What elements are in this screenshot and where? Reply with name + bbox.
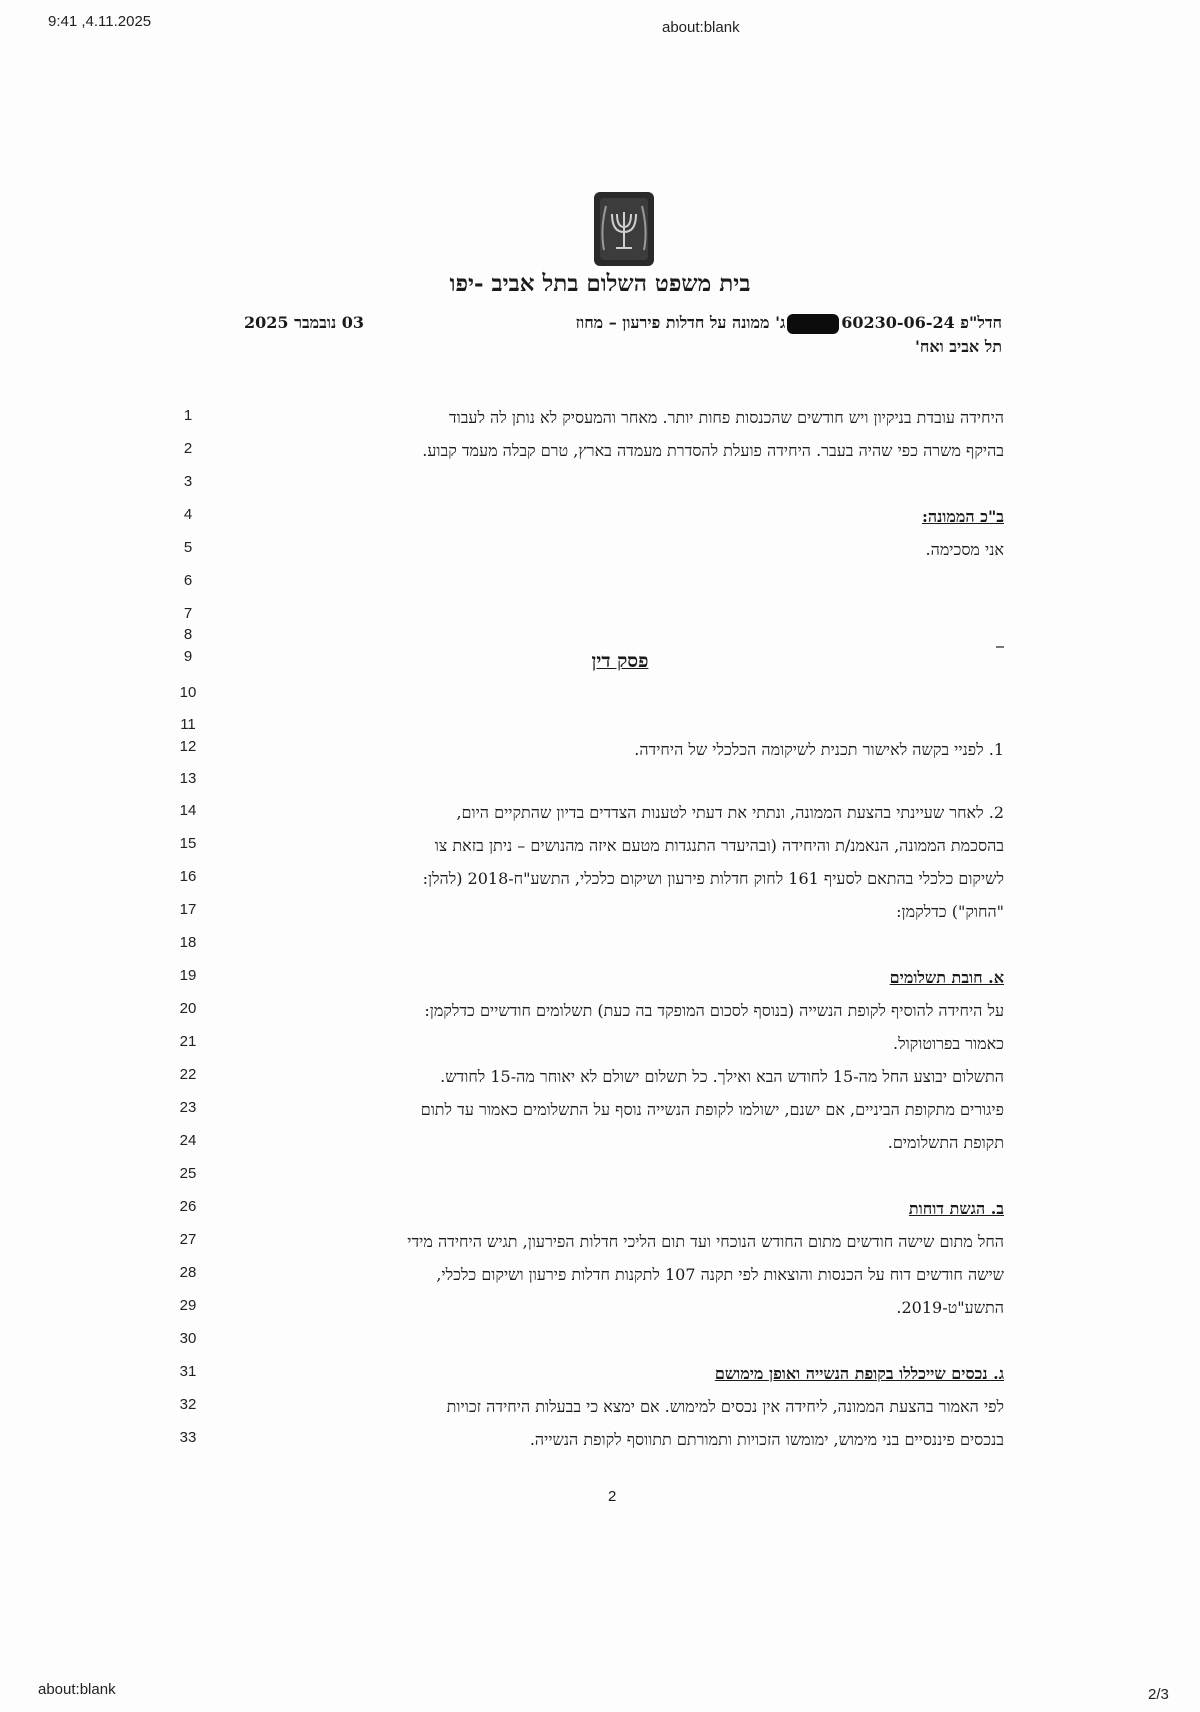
- line-number: 32: [179, 1396, 197, 1413]
- line-number: 24: [179, 1132, 197, 1149]
- line-number: 17: [179, 901, 197, 918]
- line-number: 20: [179, 1000, 197, 1017]
- line-number: 28: [179, 1264, 197, 1281]
- section-text: תקופת התשלומים.: [887, 1133, 1004, 1152]
- line-number: 23: [179, 1099, 197, 1116]
- verdict-heading: פסק דין: [591, 650, 649, 672]
- section-heading: ג. נכסים שייכללו בקופת הנשייה ואופן מימושם: [714, 1364, 1004, 1383]
- stray-mark: [996, 646, 1004, 648]
- line-number: 15: [179, 835, 197, 852]
- print-url-bottom: about:blank: [38, 1681, 116, 1698]
- line-number: 12: [179, 738, 197, 755]
- section-heading: ב. הגשת דוחות: [908, 1199, 1004, 1218]
- line-number: 13: [179, 770, 197, 787]
- case-parties-line2: תל אביב ואח': [914, 337, 1002, 356]
- section-text: בנכסים פיננסיים בני מימוש, ימומשו הזכויות ותמורתם תתווסף לקופת הנשייה.: [529, 1430, 1004, 1449]
- line-number: 26: [179, 1198, 197, 1215]
- case-parties: ג' ממונה על חדלות פירעון – מחוז: [575, 313, 786, 332]
- section-text: התשע"ט-2019.: [896, 1298, 1004, 1317]
- line-number: 31: [179, 1363, 197, 1380]
- section-text: החל מתום שישה חודשים מתום החודש הנוכחי ועד תום הליכי חדלות הפירעון, תגיש היחידה מידי: [407, 1232, 1004, 1251]
- line-number: 27: [179, 1231, 197, 1248]
- line-number: 16: [179, 868, 197, 885]
- line-number: 6: [183, 572, 193, 589]
- page-number: 2: [608, 1488, 617, 1505]
- court-title: בית משפט השלום בתל אביב -יפו: [449, 270, 751, 297]
- line-number: 11: [180, 716, 196, 733]
- print-page-counter: 2/3: [1148, 1686, 1169, 1703]
- protocol-line: היחידה עובדת בניקיון ויש חודשים שהכנסות פחות יותר. מאחר והמעסיק לא נותן לה לעבוד: [448, 408, 1004, 427]
- case-header: [576, 313, 1002, 334]
- state-emblem-icon: [592, 190, 656, 270]
- case-number: חדל"פ 60230-06-24: [841, 313, 1002, 332]
- verdict-paragraph: בהסכמת הממונה, הנאמנ/ת והיחידה (ובהיעדר התנגדות מטעם איזה מהנושים – ניתן בזאת צו: [434, 836, 1004, 855]
- section-heading: א. חובת תשלומים: [889, 968, 1004, 987]
- line-number: 3: [183, 473, 193, 490]
- verdict-paragraph: 1. לפניי בקשה לאישור תכנית לשיקומה הכלכלי של היחידה.: [634, 740, 1004, 759]
- section-text: התשלום יבוצע החל מה-15 לחודש הבא ואילך. כל תשלום ישולם לא יאוחר מה-15 לחודש.: [440, 1067, 1004, 1086]
- line-number: 25: [179, 1165, 197, 1182]
- redaction-mark: [787, 314, 839, 334]
- verdict-paragraph: 2. לאחר שעיינתי בהצעת הממונה, ונתתי את דעתי לטענות הצדדים בדיון שהתקיים היום,: [456, 803, 1004, 822]
- protocol-line: אני מסכימה.: [925, 540, 1004, 559]
- line-number: 30: [179, 1330, 197, 1347]
- line-number: 1: [183, 407, 193, 424]
- verdict-paragraph: "החוק") כדלקמן:: [896, 902, 1004, 921]
- protocol-line: בהיקף משרה כפי שהיה בעבר. היחידה פועלת להסדרת מעמדה בארץ, טרם קבלה מעמד קבוע.: [422, 441, 1004, 460]
- line-number: 18: [179, 934, 197, 951]
- line-number: 22: [179, 1066, 197, 1083]
- line-number: 33: [179, 1429, 197, 1446]
- line-number: 10: [179, 684, 197, 701]
- line-number: 9: [183, 648, 193, 665]
- print-url-top: about:blank: [662, 19, 740, 36]
- section-text: על היחידה להוסיף לקופת הנשייה (בנוסף לסכום המופקד בה כעת) תשלומים חודשיים כדלקמן:: [424, 1001, 1004, 1020]
- print-datetime: 9:41 ,4.11.2025: [48, 13, 152, 30]
- line-number: 21: [179, 1033, 197, 1050]
- line-number: 4: [183, 506, 193, 523]
- speaker-label: ב"כ הממונה:: [921, 507, 1004, 526]
- line-number: 29: [179, 1297, 197, 1314]
- section-text: כאמור בפרוטוקול.: [893, 1034, 1004, 1053]
- line-number: 8: [183, 626, 193, 643]
- line-number: 5: [183, 539, 193, 556]
- case-date: 03 נובמבר 2025: [244, 313, 364, 332]
- section-text: פיגורים מתקופת הביניים, אם ישנם, ישולמו לקופת הנשייה נוסף על התשלומים כאמור עד לתום: [420, 1100, 1004, 1119]
- section-text: שישה חודשים דוח על הכנסות והוצאות לפי תקנה 107 לתקנות חדלות פירעון ושיקום כלכלי,: [436, 1265, 1004, 1284]
- line-number: 14: [179, 802, 197, 819]
- verdict-paragraph: לשיקום כלכלי בהתאם לסעיף 161 לחוק חדלות פירעון ושיקום כלכלי, התשע"ח-2018 (להלן:: [422, 869, 1004, 888]
- line-number: 7: [183, 605, 193, 622]
- line-number: 19: [179, 967, 197, 984]
- section-text: לפי האמור בהצעת הממונה, ליחידה אין נכסים למימוש. אם ימצא כי בבעלות היחידה זכויות: [446, 1397, 1004, 1416]
- line-number: 2: [183, 440, 193, 457]
